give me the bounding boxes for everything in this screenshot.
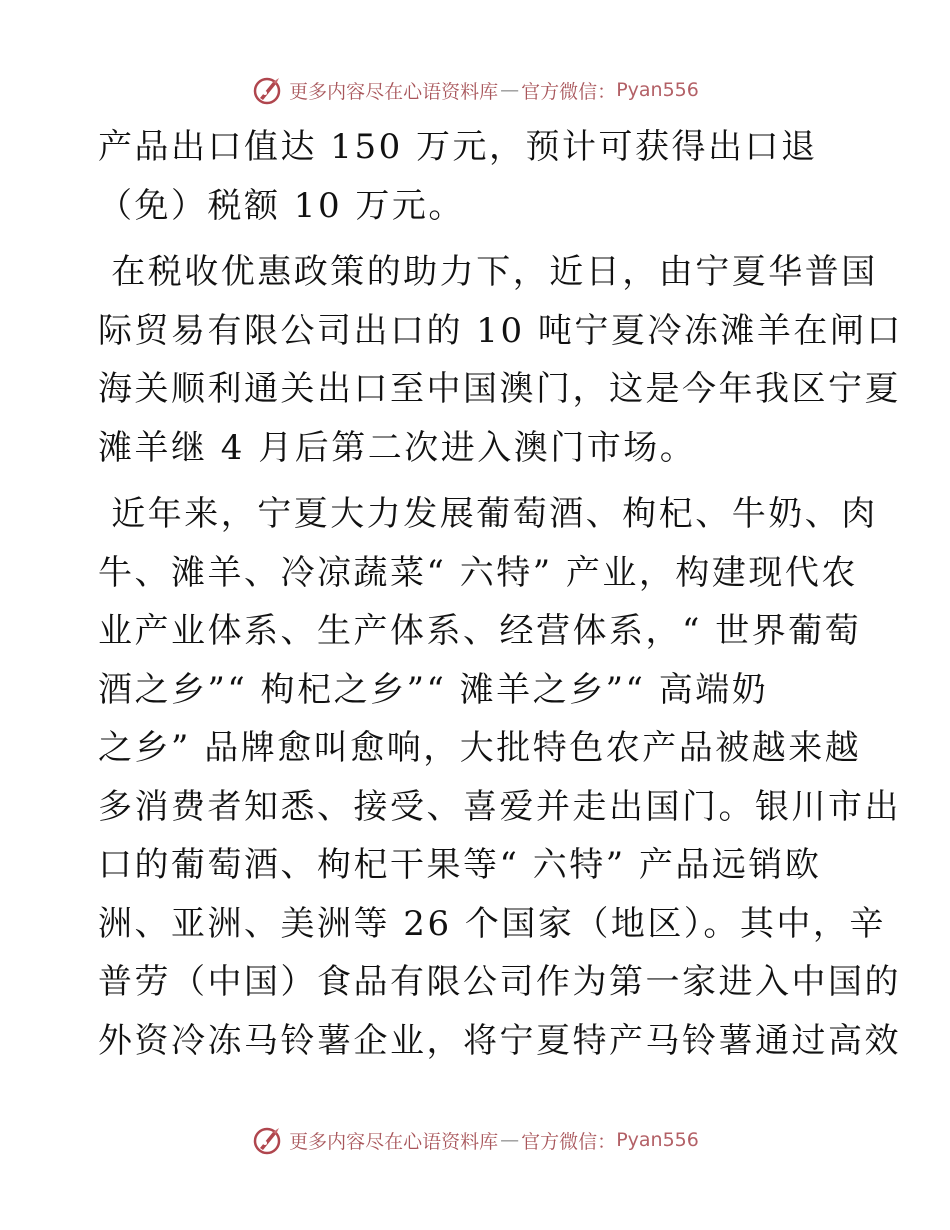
- text-line: 滩羊继 4 月后第二次进入澳门市场。: [98, 427, 697, 468]
- watermark-dash: —: [500, 79, 520, 101]
- paragraph-1: [98, 118, 858, 235]
- text-line: 洲、亚洲、美洲等 26 个国家（地区）。其中，辛: [98, 903, 886, 944]
- paragraph-2: [98, 243, 903, 477]
- text-line: 业产业体系、生产体系、经营体系，“ 世界葡萄: [98, 611, 862, 651]
- watermark-wechat-label: 官方微信：: [521, 80, 617, 103]
- watermark-dash: —: [500, 1129, 520, 1151]
- text-line: 普劳（中国）食品有限公司作为第一家进入中国的: [98, 962, 901, 1002]
- paragraph-3: [98, 485, 901, 1070]
- watermark-handle: Pyan556: [616, 79, 699, 101]
- document-body: [98, 118, 903, 1078]
- text-line: （免）税额 10 万元。: [98, 185, 465, 226]
- header-watermark: [0, 74, 950, 106]
- watermark-text: 更多内容尽在心语资料库: [289, 1130, 499, 1153]
- text-line: 产品出口值达 150 万元，预计可获得出口退: [98, 127, 818, 167]
- text-line: 外资冷冻马铃薯企业，将宁夏特产马铃薯通过高效: [98, 1020, 901, 1061]
- watermark-text: 更多内容尽在心语资料库: [289, 80, 499, 103]
- text-line: 口的葡萄酒、枸杞干果等“ 六特” 产品远销欧: [98, 845, 822, 885]
- text-line: 之乡” 品牌愈叫愈响，大批特色农产品被越来越: [98, 728, 862, 768]
- text-line: 际贸易有限公司出口的 10 吨宁夏冷冻滩羊在闸口: [98, 310, 903, 351]
- text-line: 酒之乡”“ 枸杞之乡”“ 滩羊之乡”“ 高端奶: [98, 669, 769, 710]
- red-quill-logo-icon: [251, 74, 283, 106]
- red-quill-logo-icon: [251, 1124, 283, 1156]
- watermark-wechat-label: 官方微信：: [521, 1130, 617, 1153]
- footer-watermark: [0, 1124, 950, 1156]
- text-line: 近年来，宁夏大力发展葡萄酒、枸杞、牛奶、肉: [98, 494, 878, 534]
- text-line: 在税收优惠政策的助力下，近日，由宁夏华普国: [98, 252, 878, 292]
- watermark-handle: Pyan556: [616, 1129, 699, 1151]
- text-line: 牛、滩羊、冷凉蔬菜“ 六特” 产业，构建现代农: [98, 552, 858, 593]
- text-line: 多消费者知悉、接受、喜爱并走出国门。银川市出: [98, 786, 901, 827]
- text-line: 海关顺利通关出口至中国澳门，这是今年我区宁夏: [98, 369, 901, 409]
